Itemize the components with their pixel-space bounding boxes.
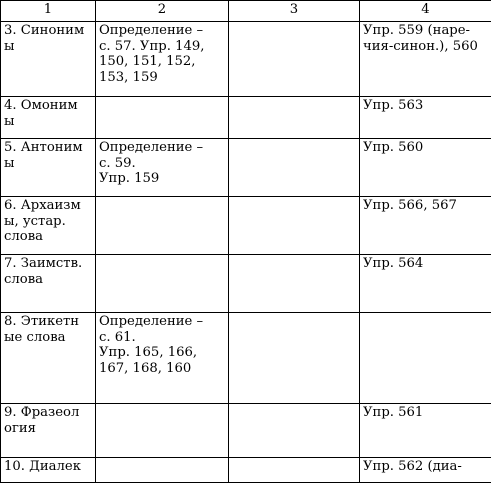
- column-3-cell: [229, 458, 360, 483]
- exercises-cell: Упр. 566, 567: [360, 197, 491, 255]
- exercises-cell: [360, 313, 491, 404]
- exercises-cell: Упр. 559 (наре- чия-синон.), 560: [360, 22, 491, 97]
- column-3-cell: [229, 255, 360, 313]
- definition-cell: [96, 197, 229, 255]
- exercises-cell: Упр. 562 (диа-: [360, 458, 491, 483]
- column-3-cell: [229, 97, 360, 139]
- exercises-cell: Упр. 560: [360, 139, 491, 197]
- exercises-cell: Упр. 561: [360, 404, 491, 458]
- table-row: [1, 22, 491, 97]
- table-row: [1, 404, 491, 458]
- definition-cell: [96, 255, 229, 313]
- table-row: [1, 97, 491, 139]
- header-cell-3: 3: [229, 1, 360, 22]
- column-3-cell: [229, 139, 360, 197]
- term-cell: 6. Архаизм ы, устар. слова: [1, 197, 96, 255]
- column-3-cell: [229, 404, 360, 458]
- table-row: [1, 255, 491, 313]
- term-cell: 10. Диалек: [1, 458, 96, 483]
- definition-cell: [96, 404, 229, 458]
- column-3-cell: [229, 313, 360, 404]
- table-row: [1, 313, 491, 404]
- table-row: [1, 139, 491, 197]
- term-cell: 3. Синоним ы: [1, 22, 96, 97]
- definition-cell: [96, 97, 229, 139]
- exercises-cell: Упр. 563: [360, 97, 491, 139]
- table-row: [1, 197, 491, 255]
- definition-cell: Определение – с. 57. Упр. 149, 150, 151, 152, 153, 159: [96, 22, 229, 97]
- term-cell: 7. Заимств. слова: [1, 255, 96, 313]
- definition-cell: Определение – с. 61. Упр. 165, 166, 167, 168, 160: [96, 313, 229, 404]
- header-cell-2: 2: [96, 1, 229, 22]
- header-row: [1, 1, 491, 22]
- term-cell: 4. Омоним ы: [1, 97, 96, 139]
- column-3-cell: [229, 197, 360, 255]
- term-cell: 5. Антоним ы: [1, 139, 96, 197]
- column-3-cell: [229, 22, 360, 97]
- definition-cell: [96, 458, 229, 483]
- header-cell-1: 1: [1, 1, 96, 22]
- definition-cell: Определение – с. 59. Упр. 159: [96, 139, 229, 197]
- term-cell: 8. Этикетн ые слова: [1, 313, 96, 404]
- table-row: [1, 458, 491, 483]
- exercises-cell: Упр. 564: [360, 255, 491, 313]
- term-cell: 9. Фразеол огия: [1, 404, 96, 458]
- header-cell-4: 4: [360, 1, 491, 22]
